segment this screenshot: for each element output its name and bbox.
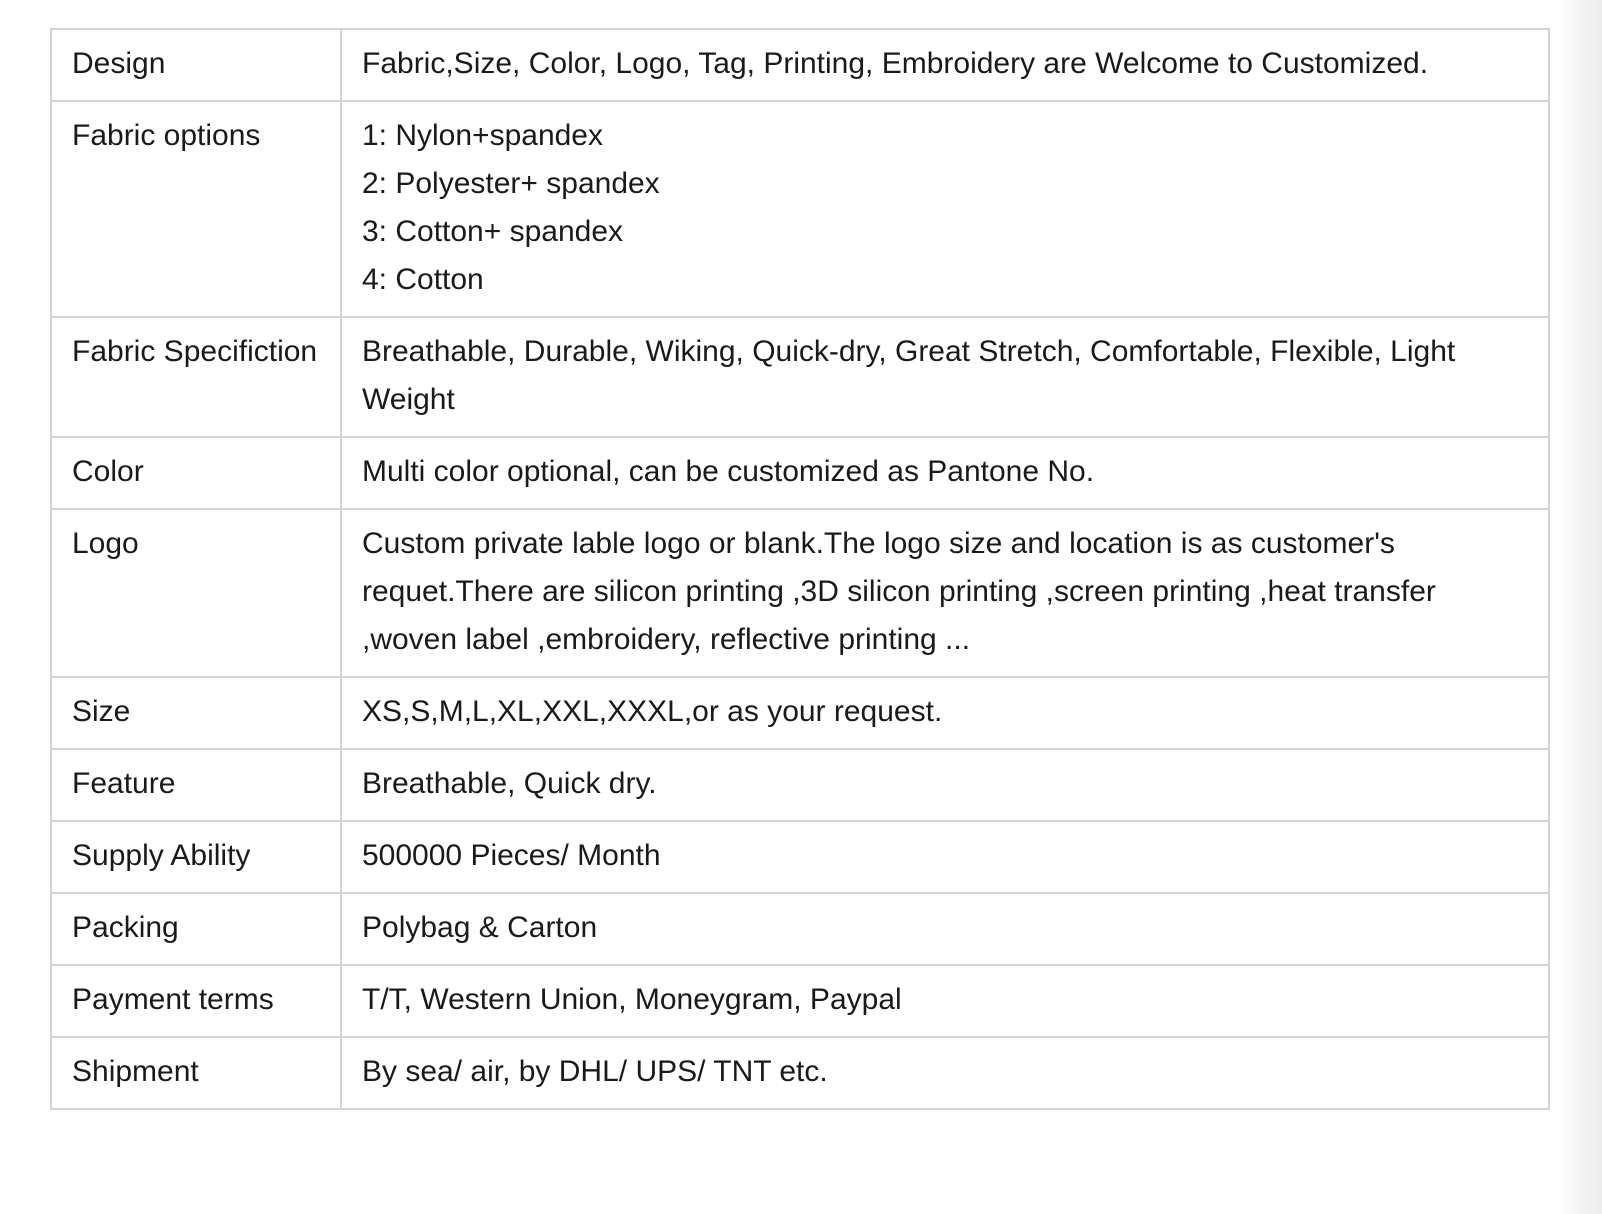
row-value bbox=[341, 317, 1549, 437]
table-row bbox=[51, 749, 1549, 821]
row-label: Design bbox=[51, 29, 341, 101]
row-value bbox=[341, 1037, 1549, 1109]
value-line: 4: Cotton bbox=[362, 263, 484, 296]
value-line: Multi color optional, can be customized as Pantone No. bbox=[362, 455, 1095, 488]
table-row bbox=[51, 677, 1549, 749]
value-line: Fabric,Size, Color, Logo, Tag, Printing, Embroidery are Welcome to Customized. bbox=[362, 47, 1429, 80]
row-value bbox=[341, 509, 1549, 677]
product-spec-table bbox=[50, 28, 1550, 1110]
row-label: Packing bbox=[51, 893, 341, 965]
value-line: 1: Nylon+spandex bbox=[362, 119, 603, 152]
row-value bbox=[341, 437, 1549, 509]
row-label: Shipment bbox=[51, 1037, 341, 1109]
row-label: Logo bbox=[51, 509, 341, 677]
value-line: 2: Polyester+ spandex bbox=[362, 167, 660, 200]
value-line: T/T, Western Union, Moneygram, Paypal bbox=[362, 983, 902, 1016]
value-line: 3: Cotton+ spandex bbox=[362, 215, 624, 248]
table-row bbox=[51, 509, 1549, 677]
row-label: Supply Ability bbox=[51, 821, 341, 893]
row-label: Size bbox=[51, 677, 341, 749]
row-value bbox=[341, 821, 1549, 893]
value-line: Breathable, Quick dry. bbox=[362, 767, 657, 800]
table-row bbox=[51, 893, 1549, 965]
row-value bbox=[341, 101, 1549, 317]
table-row bbox=[51, 317, 1549, 437]
row-label: Payment terms bbox=[51, 965, 341, 1037]
value-line: 500000 Pieces/ Month bbox=[362, 839, 661, 872]
row-label: Fabric options bbox=[51, 101, 341, 317]
row-label: Feature bbox=[51, 749, 341, 821]
table-row bbox=[51, 101, 1549, 317]
row-value bbox=[341, 893, 1549, 965]
row-value bbox=[341, 965, 1549, 1037]
value-line: By sea/ air, by DHL/ UPS/ TNT etc. bbox=[362, 1055, 828, 1088]
value-line: Breathable, Durable, Wiking, Quick-dry, Great Stretch, Comfortable, Flexible, Light Weight bbox=[362, 335, 1456, 416]
row-value bbox=[341, 677, 1549, 749]
value-line: Custom private lable logo or blank.The logo size and location is as customer's requet.There are silicon printing ,3D silicon printing ,screen printing ,heat transfer ,woven label ,embroidery, reflective printing ... bbox=[362, 527, 1436, 656]
row-value bbox=[341, 29, 1549, 101]
table-row bbox=[51, 29, 1549, 101]
table-row bbox=[51, 1037, 1549, 1109]
value-line: Polybag & Carton bbox=[362, 911, 598, 944]
row-label: Fabric Specifiction bbox=[51, 317, 341, 437]
page-edge-shadow bbox=[1558, 0, 1602, 1214]
value-line: XS,S,M,L,XL,XXL,XXXL,or as your request. bbox=[362, 695, 943, 728]
row-label: Color bbox=[51, 437, 341, 509]
table-row bbox=[51, 965, 1549, 1037]
row-value bbox=[341, 749, 1549, 821]
table-row bbox=[51, 821, 1549, 893]
table-row bbox=[51, 437, 1549, 509]
